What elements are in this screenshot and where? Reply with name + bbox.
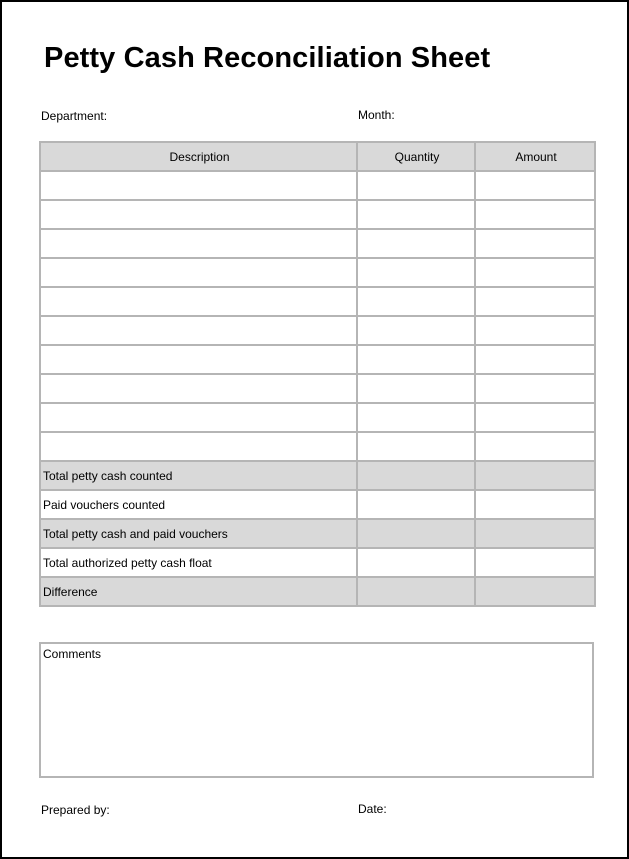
quantity-cell[interactable]	[357, 200, 475, 229]
table-row	[40, 432, 595, 461]
summary-label: Total petty cash counted	[40, 461, 357, 490]
amount-cell[interactable]	[475, 490, 595, 519]
summary-label: Total petty cash and paid vouchers	[40, 519, 357, 548]
quantity-cell[interactable]	[357, 461, 475, 490]
summary-row-authorized-float	[40, 548, 595, 577]
table-row	[40, 403, 595, 432]
description-cell[interactable]	[40, 432, 357, 461]
quantity-cell[interactable]	[357, 316, 475, 345]
description-cell[interactable]	[40, 403, 357, 432]
table-header-row	[40, 142, 595, 171]
quantity-cell[interactable]	[357, 374, 475, 403]
comments-box[interactable]	[39, 642, 594, 778]
summary-row-difference	[40, 577, 595, 606]
prepared-by-label: Prepared by:	[41, 803, 110, 817]
amount-cell[interactable]	[475, 461, 595, 490]
description-cell[interactable]	[40, 287, 357, 316]
amount-cell[interactable]	[475, 258, 595, 287]
description-cell[interactable]	[40, 316, 357, 345]
quantity-cell[interactable]	[357, 548, 475, 577]
quantity-cell[interactable]	[357, 519, 475, 548]
table-row	[40, 345, 595, 374]
table-row	[40, 229, 595, 258]
quantity-cell[interactable]	[357, 490, 475, 519]
summary-row-total-cash-and-vouchers	[40, 519, 595, 548]
department-label: Department:	[41, 109, 108, 123]
quantity-cell[interactable]	[357, 403, 475, 432]
table-row	[40, 374, 595, 403]
amount-cell[interactable]	[475, 432, 595, 461]
column-header-quantity: Quantity	[357, 142, 475, 171]
quantity-cell[interactable]	[357, 432, 475, 461]
month-label: Month:	[358, 108, 395, 122]
quantity-cell[interactable]	[357, 171, 475, 200]
quantity-cell[interactable]	[357, 577, 475, 606]
column-header-amount: Amount	[475, 142, 595, 171]
summary-row-total-cash-counted	[40, 461, 595, 490]
column-header-description: Description	[40, 142, 357, 171]
amount-cell[interactable]	[475, 548, 595, 577]
description-cell[interactable]	[40, 171, 357, 200]
description-cell[interactable]	[40, 258, 357, 287]
table-row	[40, 287, 595, 316]
summary-label: Difference	[40, 577, 357, 606]
description-cell[interactable]	[40, 374, 357, 403]
quantity-cell[interactable]	[357, 287, 475, 316]
quantity-cell[interactable]	[357, 258, 475, 287]
amount-cell[interactable]	[475, 577, 595, 606]
table-row	[40, 316, 595, 345]
amount-cell[interactable]	[475, 171, 595, 200]
table-row	[40, 171, 595, 200]
amount-cell[interactable]	[475, 374, 595, 403]
summary-label: Total authorized petty cash float	[40, 548, 357, 577]
description-cell[interactable]	[40, 229, 357, 258]
page-title: Petty Cash Reconciliation Sheet	[44, 42, 491, 74]
summary-row-paid-vouchers	[40, 490, 595, 519]
amount-cell[interactable]	[475, 229, 595, 258]
date-label: Date:	[358, 802, 387, 816]
amount-cell[interactable]	[475, 287, 595, 316]
summary-label: Paid vouchers counted	[40, 490, 357, 519]
quantity-cell[interactable]	[357, 229, 475, 258]
table-row	[40, 200, 595, 229]
amount-cell[interactable]	[475, 316, 595, 345]
comments-label: Comments	[43, 647, 102, 661]
table-body	[40, 171, 595, 606]
description-cell[interactable]	[40, 345, 357, 374]
description-cell[interactable]	[40, 200, 357, 229]
amount-cell[interactable]	[475, 345, 595, 374]
amount-cell[interactable]	[475, 403, 595, 432]
amount-cell[interactable]	[475, 519, 595, 548]
quantity-cell[interactable]	[357, 345, 475, 374]
reconciliation-table	[39, 141, 596, 607]
amount-cell[interactable]	[475, 200, 595, 229]
table-row	[40, 258, 595, 287]
